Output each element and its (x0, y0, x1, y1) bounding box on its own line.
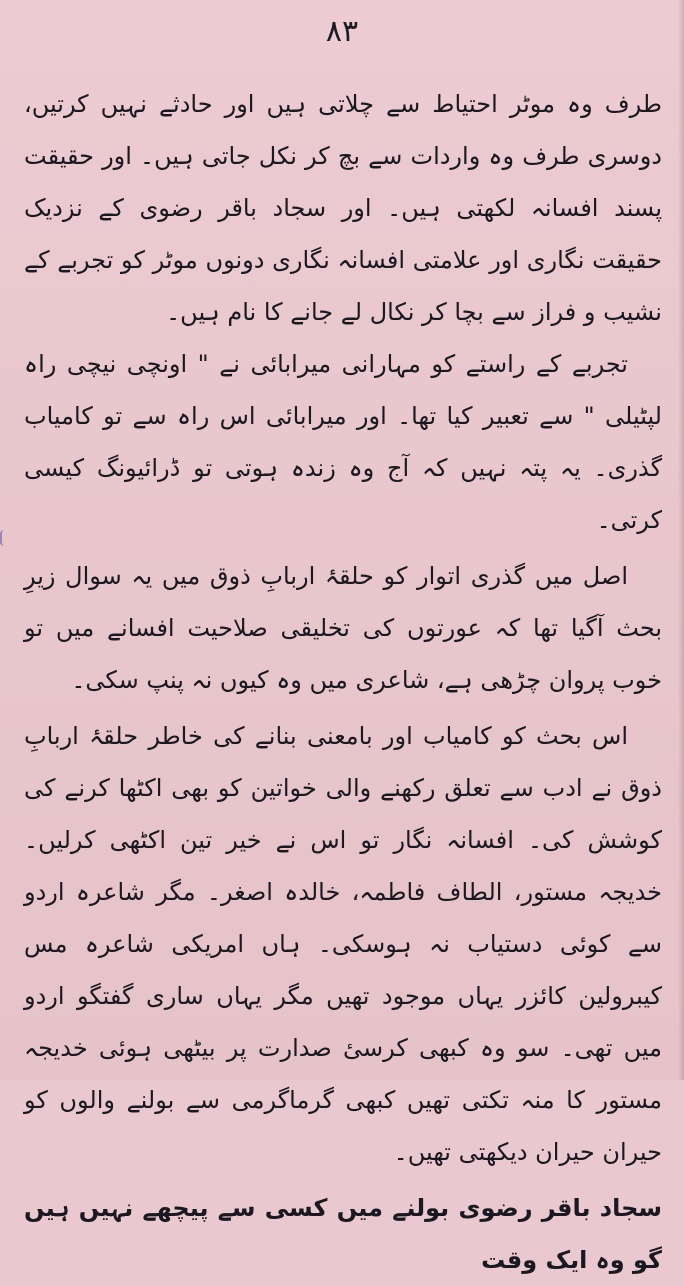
body-text (24, 78, 662, 1286)
page-number: ۸۳ (325, 14, 359, 49)
margin-ink-mark (0, 530, 8, 546)
page-edge-shadow (678, 0, 684, 1080)
paragraph-1: طرف وہ موٹر احتیاط سے چلاتی ہیں اور حادثے نہیں کرتیں، دوسری طرف وہ واردات سے بچ کر نکل جاتی ہیں۔ اور حقیقت پسند افسانہ لکھتی ہیں۔ اور سجاد باقر رضوی کے نزدیک حقیقت نگاری اور علامتی افسانہ نگاری دونوں موٹر کو تجربے کے نشیب و فراز سے بچا کر نکال لے جانے کا نام ہیں۔ (24, 90, 662, 326)
paragraph-2: تجربے کے راستے کو مہارانی میرابائی نے " اونچی نیچی راہ لپٹیلی " سے تعبیر کیا تھا۔ اور میرابائی اس راہ سے تو کامیاب گذری۔ یہ پتہ نہیں کہ آج وہ زندہ ہوتی تو ڈرائیونگ کیسی کرتی۔ (24, 350, 662, 534)
paragraph-5-start: سجاد باقر رضوی بولنے میں کسی سے پیچھے نہیں ہیں گو وہ ایک وقت (24, 1194, 662, 1274)
paragraph-4: اس بحث کو کامیاب اور بامعنی بنانے کی خاطر حلقۂ اربابِ ذوق نے ادب سے تعلق رکھنے والی خواتین کو بھی اکٹھا کرنے کی کوشش کی۔ افسانہ نگار تو اس نے خیر تین اکٹھی کرلیں۔ خدیجہ مستور، الطاف فاطمہ، خالدہ اصغر۔ مگر شاعرہ اردو سے کوئی دستیاب نہ ہوسکی۔ ہاں امریکی شاعرہ مس کیبرولین کائزر یہاں موجود تھیں مگر یہاں ساری گفتگو اردو میں تھی۔ سو وہ کبھی کرسیٔ صدارت پر بیٹھی ہوئی خدیجہ مستور کا منہ تکتی تھیں کبھی گرماگرمی سے بولنے والوں کو حیران حیران دیکھتی تھیں۔ (24, 722, 662, 1166)
paragraph-3: اصل میں گذری اتوار کو حلقۂ اربابِ ذوق میں یہ سوال زیرِ بحث آگیا تھا کہ عورتوں کی تخلیقی صلاحیت افسانے میں تو خوب پروان چڑھی ہے، شاعری میں وہ کیوں نہ پنپ سکی۔ (24, 562, 662, 694)
